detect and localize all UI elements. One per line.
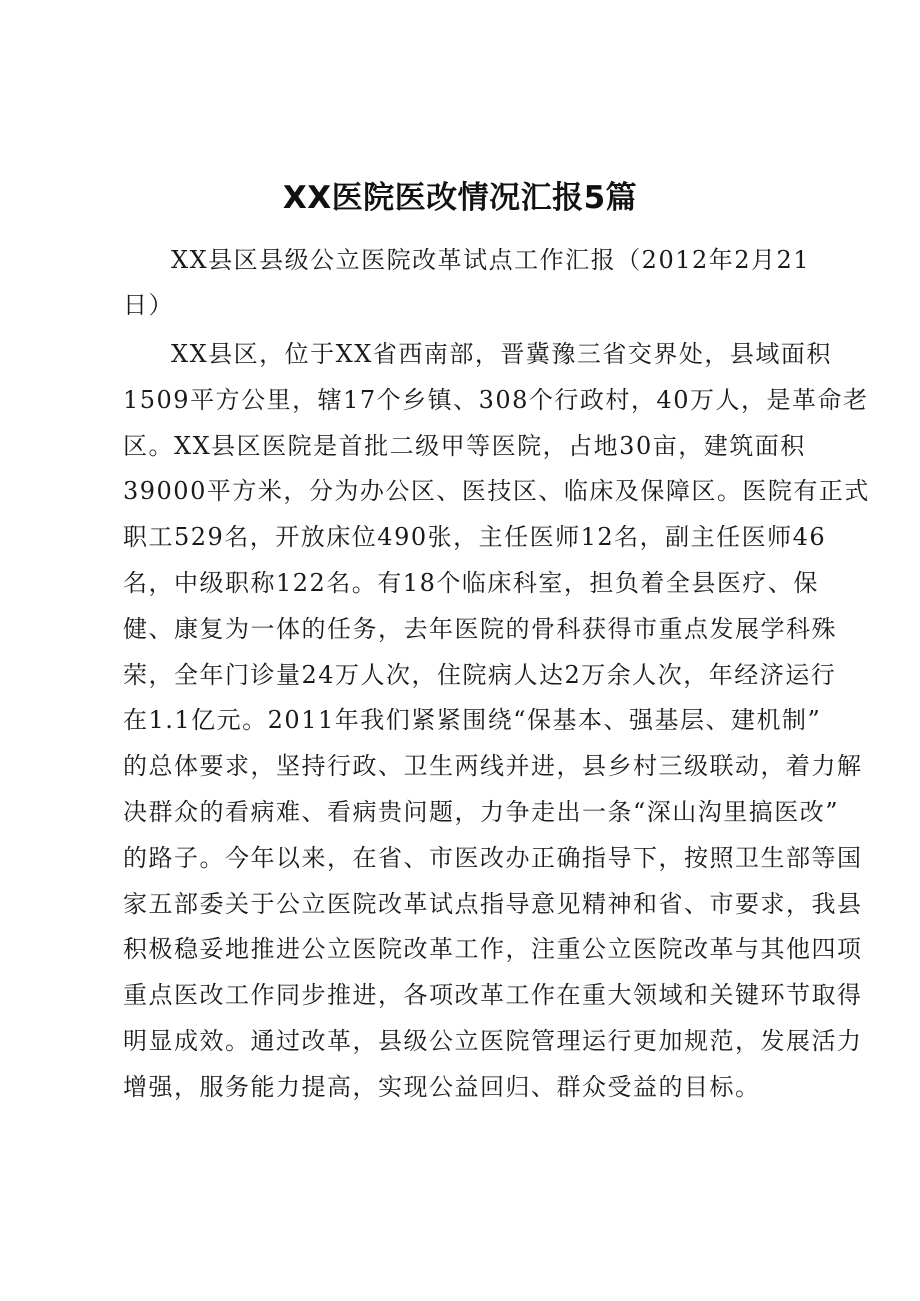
body-line: 积极稳妥地推进公立医院改革工作，注重公立医院改革与其他四项	[123, 935, 863, 964]
body-line: 的路子。今年以来，在省、市医改办正确指导下，按照卫生部等国	[123, 843, 863, 872]
subtitle-line: XX县区县级公立医院改革试点工作汇报（2012年2月21	[171, 246, 811, 274]
body-line: 名，中级职称122名。有18个临床科室，担负着全县医疗、保	[123, 568, 819, 597]
document-title: XX医院医改情况汇报5篇	[282, 180, 638, 216]
subtitle-paragraph	[123, 238, 810, 328]
body-paragraph	[123, 332, 870, 1111]
body-line: 在1.1亿元。2011年我们紧紧围绕“保基本、强基层、建机制”	[123, 706, 822, 735]
body-line: XX县区，位于XX省西南部，晋冀豫三省交界处，县域面积	[171, 340, 832, 368]
body-line: 决群众的看病难、看病贵问题，力争走出一条“深山沟里搞医改”	[123, 797, 840, 826]
subtitle-line: 日）	[123, 291, 174, 319]
body-line: 39000平方米，分为办公区、医技区、临床及保障区。医院有正式	[123, 477, 870, 506]
body-line: 重点医改工作同步推进，各项改革工作在重大领域和关键环节取得	[123, 981, 863, 1010]
body-line: 家五部委关于公立医院改革试点指导意见精神和省、市要求，我县	[123, 889, 863, 918]
body-line: 明显成效。通过改革，县级公立医院管理运行更加规范，发展活力	[123, 1026, 863, 1055]
body-line: 1509平方公里，辖17个乡镇、308个行政村，40万人，是革命老	[123, 385, 869, 414]
body-line: 职工529名，开放床位490张，主任医师12名，副主任医师46	[123, 523, 827, 552]
body-line: 增强，服务能力提高，实现公益回归、群众受益的目标。	[123, 1072, 761, 1101]
body-line: 区。XX县区医院是首批二级甲等医院，占地30亩，建筑面积	[123, 431, 806, 460]
body-line: 健、康复为一体的任务，去年医院的骨科获得市重点发展学科殊	[123, 614, 837, 643]
body-line: 荣，全年门诊量24万人次，住院病人达2万余人次，年经济运行	[123, 660, 837, 689]
body-line: 的总体要求，坚持行政、卫生两线并进，县乡村三级联动，着力解	[123, 752, 863, 781]
